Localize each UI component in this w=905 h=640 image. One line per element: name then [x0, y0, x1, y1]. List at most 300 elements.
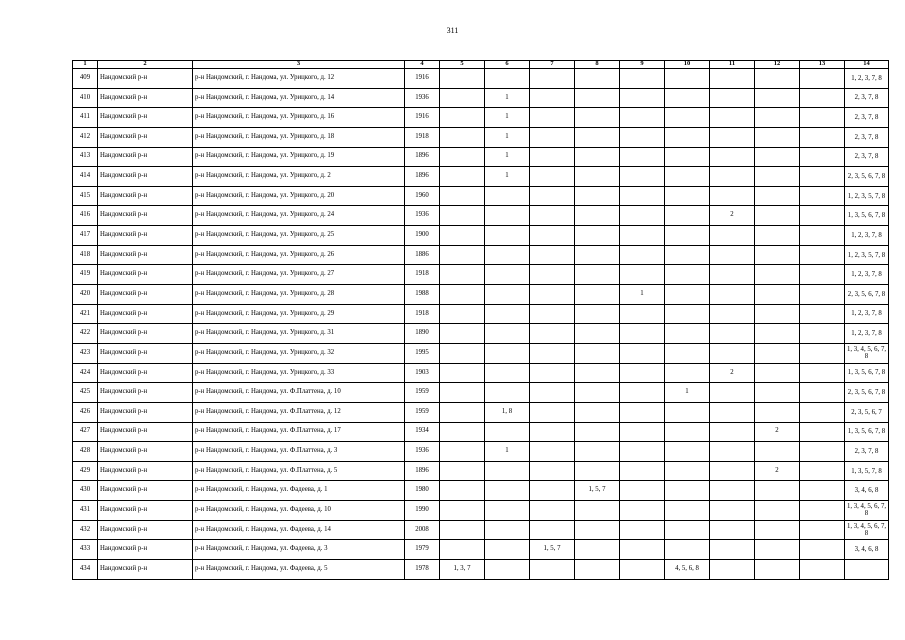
table-cell [755, 265, 800, 285]
table-cell: Нандомский р-н [98, 343, 193, 363]
table-cell: р-н Нандомский, г. Нандома, ул. Урицкого, д. 25 [193, 226, 405, 246]
table-cell [620, 127, 665, 147]
table-cell [665, 127, 710, 147]
table-row [73, 108, 889, 128]
table-cell: 1959 [405, 383, 440, 403]
table-cell [620, 422, 665, 442]
table-cell: 409 [73, 69, 98, 89]
table-cell [755, 206, 800, 226]
table-cell [755, 186, 800, 206]
table-cell [530, 422, 575, 442]
table-cell [710, 402, 755, 422]
table-cell [800, 383, 845, 403]
table-cell: р-н Нандомский, г. Нандома, ул. Ф.Платтена, д. 5 [193, 461, 405, 481]
table-cell [755, 69, 800, 89]
table-cell [530, 108, 575, 128]
table-cell [530, 147, 575, 167]
table-cell [620, 226, 665, 246]
table-cell: 1, 3, 4, 5, 6, 7, 8 [845, 501, 889, 521]
table-cell [755, 540, 800, 560]
table-cell [620, 186, 665, 206]
table-cell: 2 [710, 363, 755, 383]
table-cell: 2, 3, 5, 6, 7, 8 [845, 383, 889, 403]
table-cell [485, 324, 530, 344]
table-cell [620, 265, 665, 285]
table-cell: 1 [485, 442, 530, 462]
table-row [73, 206, 889, 226]
table-cell [800, 186, 845, 206]
table-cell [620, 304, 665, 324]
table-cell [755, 304, 800, 324]
table-cell [620, 343, 665, 363]
table-cell: 1 [620, 285, 665, 305]
table-cell [665, 147, 710, 167]
table-cell [575, 265, 620, 285]
table-cell [710, 461, 755, 481]
table-cell [710, 324, 755, 344]
table-cell: 413 [73, 147, 98, 167]
table-cell: р-н Нандомский, г. Нандома, ул. Ф.Платтена, д. 17 [193, 422, 405, 442]
table-cell: 2, 3, 7, 8 [845, 147, 889, 167]
table-cell: 1936 [405, 206, 440, 226]
table-cell [710, 343, 755, 363]
table-cell: 419 [73, 265, 98, 285]
table-cell [530, 88, 575, 108]
table-cell: 1918 [405, 304, 440, 324]
table-cell [485, 186, 530, 206]
table-cell [620, 560, 665, 580]
table-cell: 421 [73, 304, 98, 324]
table-cell: 1, 3, 4, 5, 6, 7, 8 [845, 343, 889, 363]
table-cell [620, 206, 665, 226]
page-number: 311 [446, 26, 459, 35]
table-cell: 431 [73, 501, 98, 521]
table-cell [755, 383, 800, 403]
table-cell [665, 167, 710, 187]
table-cell: 2, 3, 5, 6, 7, 8 [845, 167, 889, 187]
table-cell [485, 501, 530, 521]
table-cell: Нандомский р-н [98, 363, 193, 383]
table-cell: р-н Нандомский, г. Нандома, ул. Урицкого, д. 20 [193, 186, 405, 206]
table-cell: 2 [755, 461, 800, 481]
table-cell [530, 265, 575, 285]
table-cell: 2, 3, 7, 8 [845, 108, 889, 128]
table-cell: р-н Нандомский, г. Нандома, ул. Урицкого, д. 12 [193, 69, 405, 89]
table-cell [575, 560, 620, 580]
table-cell: Нандомский р-н [98, 226, 193, 246]
table-cell [485, 69, 530, 89]
table-cell [575, 343, 620, 363]
table-cell [755, 226, 800, 246]
table-cell [440, 127, 485, 147]
table-cell [620, 501, 665, 521]
table-cell: Нандомский р-н [98, 481, 193, 501]
table-cell [485, 461, 530, 481]
table-cell [575, 540, 620, 560]
table-cell [710, 88, 755, 108]
table-cell: 1979 [405, 540, 440, 560]
table-cell: 1, 2, 3, 7, 8 [845, 69, 889, 89]
table-cell: р-н Нандомский, г. Нандома, ул. Урицкого, д. 14 [193, 88, 405, 108]
table-cell [755, 285, 800, 305]
table-cell [530, 304, 575, 324]
table-cell [485, 363, 530, 383]
table-cell: Нандомский р-н [98, 304, 193, 324]
table-cell: Нандомский р-н [98, 265, 193, 285]
table-cell [440, 363, 485, 383]
table-cell: 1, 3, 5, 6, 7, 8 [845, 363, 889, 383]
table-cell: 1959 [405, 402, 440, 422]
table-cell [440, 108, 485, 128]
data-table [72, 60, 889, 580]
table-cell [440, 285, 485, 305]
table-cell [755, 167, 800, 187]
table-cell [800, 69, 845, 89]
table-cell [710, 245, 755, 265]
table-cell: Нандомский р-н [98, 501, 193, 521]
table-cell [440, 324, 485, 344]
table-cell [530, 186, 575, 206]
table-cell [665, 442, 710, 462]
column-header: 3 [193, 61, 405, 69]
table-cell [440, 540, 485, 560]
table-row [73, 167, 889, 187]
table-cell [440, 147, 485, 167]
table-cell: 415 [73, 186, 98, 206]
table-cell [575, 324, 620, 344]
table-cell: 1903 [405, 363, 440, 383]
table-cell: 1936 [405, 442, 440, 462]
table-cell [710, 520, 755, 540]
table-cell: 3, 4, 6, 8 [845, 540, 889, 560]
table-cell [440, 226, 485, 246]
table-cell: Нандомский р-н [98, 127, 193, 147]
table-cell [620, 402, 665, 422]
table-cell [530, 442, 575, 462]
table-cell [755, 343, 800, 363]
table-cell: р-н Нандомский, г. Нандома, ул. Фадеева, д. 3 [193, 540, 405, 560]
table-cell [485, 226, 530, 246]
table-cell [530, 69, 575, 89]
table-cell: 426 [73, 402, 98, 422]
table-cell: р-н Нандомский, г. Нандома, ул. Урицкого, д. 16 [193, 108, 405, 128]
table-cell: 430 [73, 481, 98, 501]
table-cell: 2008 [405, 520, 440, 540]
table-cell: 1, 8 [485, 402, 530, 422]
table-cell: р-н Нандомский, г. Нандома, ул. Урицкого, д. 27 [193, 265, 405, 285]
table-cell: 1, 5, 7 [575, 481, 620, 501]
table-cell [710, 265, 755, 285]
table-cell: р-н Нандомский, г. Нандома, ул. Фадеева, д. 1 [193, 481, 405, 501]
table-cell [440, 402, 485, 422]
table-cell [755, 363, 800, 383]
column-header: 1 [73, 61, 98, 69]
table-cell [800, 88, 845, 108]
table-row [73, 442, 889, 462]
table-cell [620, 245, 665, 265]
table-cell [665, 324, 710, 344]
table-cell: 4, 5, 6, 8 [665, 560, 710, 580]
table-cell [620, 461, 665, 481]
table-cell [575, 88, 620, 108]
table-cell [665, 226, 710, 246]
table-cell: р-н Нандомский, г. Нандома, ул. Фадеева, д. 14 [193, 520, 405, 540]
table-cell [530, 285, 575, 305]
table-cell: р-н Нандомский, г. Нандома, ул. Ф.Платтена, д. 3 [193, 442, 405, 462]
table-cell [800, 324, 845, 344]
table-cell [710, 442, 755, 462]
table-cell [800, 108, 845, 128]
table-cell [485, 245, 530, 265]
table-cell [665, 343, 710, 363]
table-cell: 1896 [405, 167, 440, 187]
table-cell [710, 186, 755, 206]
table-cell [665, 520, 710, 540]
table-cell: р-н Нандомский, г. Нандома, ул. Ф.Платтена, д. 12 [193, 402, 405, 422]
table-cell [665, 481, 710, 501]
table-cell [485, 560, 530, 580]
table-cell [485, 265, 530, 285]
table-cell [620, 383, 665, 403]
table-cell [530, 324, 575, 344]
table-cell [710, 147, 755, 167]
table-cell [800, 560, 845, 580]
table-cell: 416 [73, 206, 98, 226]
table-cell: 1 [485, 88, 530, 108]
table-cell: 2, 3, 7, 8 [845, 127, 889, 147]
table-cell [665, 186, 710, 206]
table-cell [800, 520, 845, 540]
table-cell: 2 [710, 206, 755, 226]
table-cell [755, 245, 800, 265]
table-cell: р-н Нандомский, г. Нандома, ул. Урицкого, д. 29 [193, 304, 405, 324]
table-cell: Нандомский р-н [98, 560, 193, 580]
table-cell: 1, 2, 3, 7, 8 [845, 304, 889, 324]
table-cell [800, 167, 845, 187]
column-header: 4 [405, 61, 440, 69]
table-cell: 1896 [405, 147, 440, 167]
table-cell [710, 422, 755, 442]
table-cell: 433 [73, 540, 98, 560]
table-cell [440, 442, 485, 462]
table-row [73, 540, 889, 560]
table-cell [620, 88, 665, 108]
table-cell [755, 481, 800, 501]
table-cell [440, 245, 485, 265]
table-cell [440, 206, 485, 226]
table-cell [710, 560, 755, 580]
table-cell [530, 560, 575, 580]
table-cell [575, 501, 620, 521]
table-cell [665, 422, 710, 442]
table-cell: р-н Нандомский, г. Нандома, ул. Урицкого, д. 28 [193, 285, 405, 305]
table-cell [620, 108, 665, 128]
table-cell: 1916 [405, 69, 440, 89]
table-cell: 1916 [405, 108, 440, 128]
column-header: 10 [665, 61, 710, 69]
table-cell [440, 69, 485, 89]
table-cell [530, 481, 575, 501]
table-cell [485, 520, 530, 540]
table-row [73, 520, 889, 540]
table-cell [620, 69, 665, 89]
table-cell [800, 265, 845, 285]
table-cell: 1, 5, 7 [530, 540, 575, 560]
column-header: 12 [755, 61, 800, 69]
table-cell: 1, 3, 5, 6, 7, 8 [845, 422, 889, 442]
table-row [73, 343, 889, 363]
table-cell: 1, 2, 3, 7, 8 [845, 324, 889, 344]
table-row [73, 324, 889, 344]
table-cell: 1, 2, 3, 7, 8 [845, 226, 889, 246]
table-cell [665, 108, 710, 128]
table-row [73, 127, 889, 147]
table-cell [845, 560, 889, 580]
table-cell: р-н Нандомский, г. Нандома, ул. Урицкого, д. 18 [193, 127, 405, 147]
table-row [73, 383, 889, 403]
table-cell [530, 501, 575, 521]
table-cell [530, 343, 575, 363]
table-cell: 1960 [405, 186, 440, 206]
table-cell [575, 69, 620, 89]
table-cell: р-н Нандомский, г. Нандома, ул. Урицкого, д. 32 [193, 343, 405, 363]
table-cell: 417 [73, 226, 98, 246]
table-cell [755, 442, 800, 462]
table-row [73, 226, 889, 246]
table-cell: 1, 2, 3, 5, 7, 8 [845, 245, 889, 265]
table-cell: 1 [665, 383, 710, 403]
table-cell: 423 [73, 343, 98, 363]
table-cell [710, 226, 755, 246]
table-cell [665, 265, 710, 285]
table-row [73, 285, 889, 305]
table-cell: 424 [73, 363, 98, 383]
table-cell: 412 [73, 127, 98, 147]
table-cell [755, 560, 800, 580]
table-cell [665, 363, 710, 383]
column-header: 5 [440, 61, 485, 69]
table-cell [575, 245, 620, 265]
table-cell [800, 461, 845, 481]
column-header: 13 [800, 61, 845, 69]
table-cell [440, 461, 485, 481]
table-cell: 1936 [405, 88, 440, 108]
table-cell [485, 304, 530, 324]
table-cell [755, 108, 800, 128]
table-row [73, 422, 889, 442]
table-cell [710, 540, 755, 560]
table-cell [530, 520, 575, 540]
table-cell [800, 363, 845, 383]
table-cell [665, 461, 710, 481]
table-cell [575, 422, 620, 442]
table-cell [755, 88, 800, 108]
table-cell: 1918 [405, 265, 440, 285]
table-cell [800, 304, 845, 324]
table-cell [440, 422, 485, 442]
table-cell [485, 206, 530, 226]
table-cell [620, 481, 665, 501]
table-row [73, 501, 889, 521]
table-cell [800, 442, 845, 462]
table-cell [710, 285, 755, 305]
table-cell [440, 501, 485, 521]
table-cell [710, 481, 755, 501]
table-row [73, 481, 889, 501]
table-cell: 3, 4, 6, 8 [845, 481, 889, 501]
table-cell [575, 167, 620, 187]
table-cell [620, 540, 665, 560]
table-cell [485, 481, 530, 501]
table-cell: Нандомский р-н [98, 442, 193, 462]
column-header: 9 [620, 61, 665, 69]
table-cell: 1980 [405, 481, 440, 501]
table-cell [800, 206, 845, 226]
table-cell [800, 501, 845, 521]
table-cell [530, 206, 575, 226]
table-cell: 427 [73, 422, 98, 442]
table-cell [710, 69, 755, 89]
table-cell [530, 461, 575, 481]
table-cell [575, 226, 620, 246]
table-header-row [73, 61, 889, 69]
table-cell [710, 383, 755, 403]
table-cell: Нандомский р-н [98, 245, 193, 265]
table-cell [620, 442, 665, 462]
table-cell: Нандомский р-н [98, 69, 193, 89]
table-cell [665, 501, 710, 521]
table-cell: р-н Нандомский, г. Нандома, ул. Фадеева, д. 10 [193, 501, 405, 521]
table-row [73, 560, 889, 580]
table-cell [800, 245, 845, 265]
table-cell [710, 501, 755, 521]
table-cell: 2, 3, 7, 8 [845, 442, 889, 462]
table-cell: 429 [73, 461, 98, 481]
table-row [73, 304, 889, 324]
table-cell [665, 402, 710, 422]
table-row [73, 69, 889, 89]
table-cell [800, 422, 845, 442]
table-cell: р-н Нандомский, г. Нандома, ул. Урицкого, д. 26 [193, 245, 405, 265]
table-cell [620, 147, 665, 167]
table-cell [800, 127, 845, 147]
table-cell [485, 422, 530, 442]
table-cell: Нандомский р-н [98, 186, 193, 206]
table-cell [485, 540, 530, 560]
table-cell: 411 [73, 108, 98, 128]
table-cell: Нандомский р-н [98, 402, 193, 422]
table-row [73, 88, 889, 108]
table-cell: 1, 2, 3, 5, 7, 8 [845, 186, 889, 206]
table-cell: 1990 [405, 501, 440, 521]
table-cell [485, 383, 530, 403]
table-cell [530, 363, 575, 383]
column-header: 14 [845, 61, 889, 69]
table-cell [800, 540, 845, 560]
table-cell: р-н Нандомский, г. Нандома, ул. Урицкого, д. 31 [193, 324, 405, 344]
table-cell [575, 285, 620, 305]
table-cell [485, 285, 530, 305]
table-cell: 2 [755, 422, 800, 442]
table-cell [620, 363, 665, 383]
table-cell [440, 265, 485, 285]
table-cell: 2, 3, 7, 8 [845, 88, 889, 108]
table-cell [620, 520, 665, 540]
table-cell [575, 363, 620, 383]
table-cell: Нандомский р-н [98, 324, 193, 344]
table-cell [755, 402, 800, 422]
table-cell [530, 127, 575, 147]
